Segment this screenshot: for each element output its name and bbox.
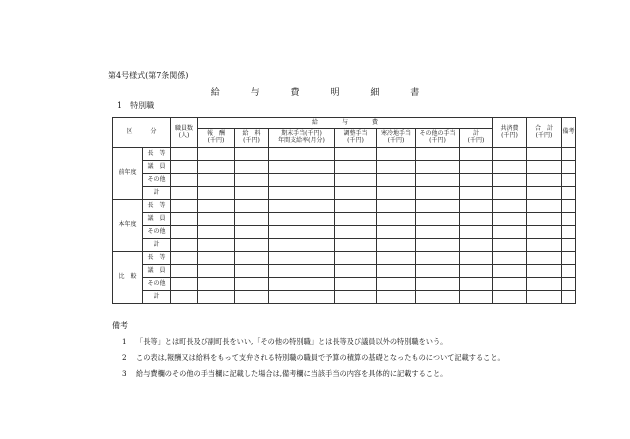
empty-cell[interactable] xyxy=(416,239,460,252)
empty-cell[interactable] xyxy=(493,213,527,226)
empty-cell[interactable] xyxy=(377,187,416,200)
empty-cell[interactable] xyxy=(527,187,562,200)
empty-cell[interactable] xyxy=(171,148,198,161)
empty-cell[interactable] xyxy=(198,252,235,265)
empty-cell[interactable] xyxy=(269,265,335,278)
empty-cell[interactable] xyxy=(562,239,576,252)
empty-cell[interactable] xyxy=(171,200,198,213)
empty-cell[interactable] xyxy=(527,174,562,187)
empty-cell[interactable] xyxy=(493,148,527,161)
table-row xyxy=(113,200,576,213)
row-label: 長 等 xyxy=(143,252,171,265)
header-compensation: 報 酬 (千円) xyxy=(198,129,235,148)
empty-cell[interactable] xyxy=(235,239,269,252)
empty-cell[interactable] xyxy=(493,278,527,291)
empty-cell[interactable] xyxy=(171,291,198,304)
section-heading: 1 特別職 xyxy=(117,101,155,110)
header-grand-total: 合 計 (千円) xyxy=(527,118,562,148)
empty-cell[interactable] xyxy=(460,200,493,213)
title-char: 与 xyxy=(250,88,260,98)
title-char: 明 xyxy=(330,88,340,98)
empty-cell[interactable] xyxy=(562,174,576,187)
header-term-end-allowance: 期末手当(千円) 年間支給率(月分) xyxy=(269,129,335,148)
table-row xyxy=(113,265,576,278)
empty-cell[interactable] xyxy=(198,278,235,291)
empty-cell[interactable] xyxy=(235,291,269,304)
empty-cell[interactable] xyxy=(198,174,235,187)
empty-cell[interactable] xyxy=(377,174,416,187)
empty-cell[interactable] xyxy=(198,239,235,252)
empty-cell[interactable] xyxy=(335,291,377,304)
table-row xyxy=(113,291,576,304)
empty-cell[interactable] xyxy=(460,148,493,161)
empty-cell[interactable] xyxy=(377,200,416,213)
title-char: 費 xyxy=(290,88,300,98)
empty-cell[interactable] xyxy=(493,187,527,200)
header-staff-count: 職員数 (人) xyxy=(171,118,198,148)
empty-cell[interactable] xyxy=(460,174,493,187)
table-row xyxy=(113,278,576,291)
empty-cell[interactable] xyxy=(235,265,269,278)
empty-cell[interactable] xyxy=(269,161,335,174)
empty-cell[interactable] xyxy=(562,291,576,304)
empty-cell[interactable] xyxy=(460,278,493,291)
empty-cell[interactable] xyxy=(198,265,235,278)
empty-cell[interactable] xyxy=(269,239,335,252)
table-row xyxy=(113,252,576,265)
empty-cell[interactable] xyxy=(235,187,269,200)
empty-cell[interactable] xyxy=(377,148,416,161)
empty-cell[interactable] xyxy=(335,148,377,161)
row-label: 長 等 xyxy=(143,200,171,213)
table-row xyxy=(113,239,576,252)
form-number: 第4号様式(第7条関係) xyxy=(108,71,189,80)
title-char: 細 xyxy=(370,88,380,98)
empty-cell[interactable] xyxy=(416,148,460,161)
salary-detail-table xyxy=(112,117,576,304)
empty-cell[interactable] xyxy=(527,213,562,226)
empty-cell[interactable] xyxy=(562,200,576,213)
note-item: 1 「長等」とは町長及び副町長をいい,「その他の特別職」とは長等及び議員以外の特別職をいう。 xyxy=(122,337,448,346)
empty-cell[interactable] xyxy=(198,226,235,239)
empty-cell[interactable] xyxy=(527,278,562,291)
empty-cell[interactable] xyxy=(377,161,416,174)
empty-cell[interactable] xyxy=(460,265,493,278)
empty-cell[interactable] xyxy=(562,213,576,226)
empty-cell[interactable] xyxy=(416,226,460,239)
group-label: 比 較 xyxy=(113,252,143,304)
row-label: 計 xyxy=(143,239,171,252)
empty-cell[interactable] xyxy=(562,226,576,239)
empty-cell[interactable] xyxy=(198,161,235,174)
title-char: 書 xyxy=(410,88,420,98)
empty-cell[interactable] xyxy=(493,252,527,265)
table-row xyxy=(113,148,576,161)
empty-cell[interactable] xyxy=(198,291,235,304)
empty-cell[interactable] xyxy=(416,291,460,304)
empty-cell[interactable] xyxy=(460,226,493,239)
empty-cell[interactable] xyxy=(460,213,493,226)
empty-cell[interactable] xyxy=(335,200,377,213)
document-title xyxy=(0,85,630,98)
empty-cell[interactable] xyxy=(171,226,198,239)
notes-title: 備考 xyxy=(112,321,128,330)
empty-cell[interactable] xyxy=(377,278,416,291)
empty-cell[interactable] xyxy=(527,265,562,278)
empty-cell[interactable] xyxy=(493,161,527,174)
empty-cell[interactable] xyxy=(198,148,235,161)
empty-cell[interactable] xyxy=(269,200,335,213)
empty-cell[interactable] xyxy=(335,187,377,200)
row-label: 計 xyxy=(143,187,171,200)
empty-cell[interactable] xyxy=(377,265,416,278)
header-mutual-aid: 共済費 (千円) xyxy=(493,118,527,148)
empty-cell[interactable] xyxy=(493,200,527,213)
note-item: 3 給与費欄のその他の手当欄に記載した場合は,備考欄に当該手当の内容を具体的に記載すること。 xyxy=(122,369,448,378)
empty-cell[interactable] xyxy=(562,187,576,200)
empty-cell[interactable] xyxy=(377,213,416,226)
empty-cell[interactable] xyxy=(171,252,198,265)
empty-cell[interactable] xyxy=(335,213,377,226)
table-row xyxy=(113,226,576,239)
empty-cell[interactable] xyxy=(235,213,269,226)
empty-cell[interactable] xyxy=(562,252,576,265)
empty-cell[interactable] xyxy=(269,252,335,265)
empty-cell[interactable] xyxy=(416,174,460,187)
empty-cell[interactable] xyxy=(377,239,416,252)
empty-cell[interactable] xyxy=(171,265,198,278)
empty-cell[interactable] xyxy=(235,174,269,187)
empty-cell[interactable] xyxy=(377,291,416,304)
empty-cell[interactable] xyxy=(416,187,460,200)
empty-cell[interactable] xyxy=(527,226,562,239)
empty-cell[interactable] xyxy=(171,239,198,252)
empty-cell[interactable] xyxy=(335,265,377,278)
empty-cell[interactable] xyxy=(198,187,235,200)
header-other-allowance: その他の手当 (千円) xyxy=(416,129,460,148)
empty-cell[interactable] xyxy=(198,200,235,213)
empty-cell[interactable] xyxy=(335,226,377,239)
header-category: 区 分 xyxy=(113,118,171,148)
empty-cell[interactable] xyxy=(493,239,527,252)
empty-cell[interactable] xyxy=(235,252,269,265)
empty-cell[interactable] xyxy=(335,161,377,174)
empty-cell[interactable] xyxy=(335,239,377,252)
empty-cell[interactable] xyxy=(235,278,269,291)
empty-cell[interactable] xyxy=(335,278,377,291)
row-label: 議 員 xyxy=(143,161,171,174)
empty-cell[interactable] xyxy=(562,148,576,161)
empty-cell[interactable] xyxy=(460,252,493,265)
empty-cell[interactable] xyxy=(493,174,527,187)
empty-cell[interactable] xyxy=(377,252,416,265)
empty-cell[interactable] xyxy=(460,187,493,200)
empty-cell[interactable] xyxy=(527,252,562,265)
row-label: 長 等 xyxy=(143,148,171,161)
empty-cell[interactable] xyxy=(527,148,562,161)
empty-cell[interactable] xyxy=(416,252,460,265)
empty-cell[interactable] xyxy=(562,265,576,278)
row-label: その他 xyxy=(143,226,171,239)
table-row xyxy=(113,213,576,226)
empty-cell[interactable] xyxy=(562,278,576,291)
empty-cell[interactable] xyxy=(171,161,198,174)
header-adjustment-allowance: 調整手当 (千円) xyxy=(335,129,377,148)
table-row xyxy=(113,187,576,200)
row-label: その他 xyxy=(143,174,171,187)
empty-cell[interactable] xyxy=(416,200,460,213)
empty-cell[interactable] xyxy=(235,226,269,239)
empty-cell[interactable] xyxy=(269,187,335,200)
header-total: 計 (千円) xyxy=(460,129,493,148)
table-row xyxy=(113,174,576,187)
table-row xyxy=(113,161,576,174)
note-item: 2 この表は,報酬又は給料をもって支弁される特別職の職員で予算の積算の基礎となったものについて記載すること。 xyxy=(122,353,505,362)
header-salary: 給 料 (千円) xyxy=(235,129,269,148)
empty-cell[interactable] xyxy=(171,278,198,291)
empty-cell[interactable] xyxy=(171,187,198,200)
group-label: 前年度 xyxy=(113,148,143,200)
empty-cell[interactable] xyxy=(527,161,562,174)
header-remarks: 備考 xyxy=(562,118,576,148)
empty-cell[interactable] xyxy=(269,174,335,187)
group-label: 本年度 xyxy=(113,200,143,252)
empty-cell[interactable] xyxy=(416,213,460,226)
empty-cell[interactable] xyxy=(562,161,576,174)
row-label: その他 xyxy=(143,278,171,291)
row-label: 議 員 xyxy=(143,213,171,226)
empty-cell[interactable] xyxy=(269,278,335,291)
empty-cell[interactable] xyxy=(235,200,269,213)
empty-cell[interactable] xyxy=(493,265,527,278)
empty-cell[interactable] xyxy=(460,161,493,174)
header-cold-area-allowance: 寒冷地手当 (千円) xyxy=(377,129,416,148)
empty-cell[interactable] xyxy=(235,161,269,174)
empty-cell[interactable] xyxy=(198,213,235,226)
empty-cell[interactable] xyxy=(171,213,198,226)
row-label: 議 員 xyxy=(143,265,171,278)
empty-cell[interactable] xyxy=(269,213,335,226)
title-char: 給 xyxy=(210,88,220,98)
empty-cell[interactable] xyxy=(269,291,335,304)
empty-cell[interactable] xyxy=(377,226,416,239)
empty-cell[interactable] xyxy=(269,226,335,239)
empty-cell[interactable] xyxy=(235,148,269,161)
empty-cell[interactable] xyxy=(269,148,335,161)
row-label: 計 xyxy=(143,291,171,304)
empty-cell[interactable] xyxy=(416,278,460,291)
empty-cell[interactable] xyxy=(171,174,198,187)
empty-cell[interactable] xyxy=(493,226,527,239)
empty-cell[interactable] xyxy=(527,291,562,304)
empty-cell[interactable] xyxy=(335,252,377,265)
empty-cell[interactable] xyxy=(493,291,527,304)
empty-cell[interactable] xyxy=(460,239,493,252)
header-salary-group: 給 与 費 xyxy=(198,118,493,129)
empty-cell[interactable] xyxy=(416,265,460,278)
empty-cell[interactable] xyxy=(335,174,377,187)
empty-cell[interactable] xyxy=(416,161,460,174)
empty-cell[interactable] xyxy=(527,200,562,213)
empty-cell[interactable] xyxy=(527,239,562,252)
empty-cell[interactable] xyxy=(460,291,493,304)
